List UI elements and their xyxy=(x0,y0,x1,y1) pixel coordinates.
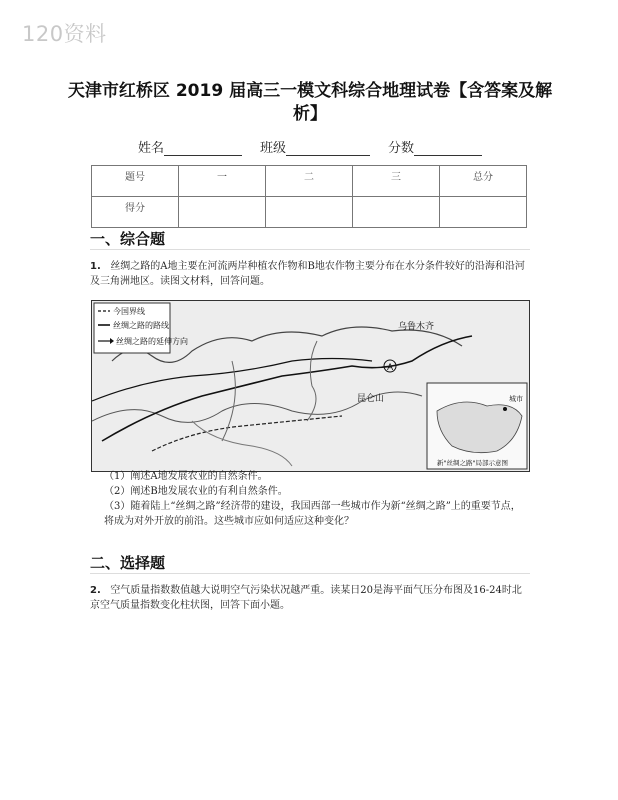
document-title: 天津市红桥区 2019 届高三一模文科综合地理试卷【含答案及解析】 xyxy=(67,81,553,124)
legend-item: 丝绸之路的路线 xyxy=(113,321,169,330)
name-field[interactable] xyxy=(164,141,242,156)
question-number: 2. xyxy=(90,585,101,596)
place-label-kunlun: 昆仑山 xyxy=(357,394,385,404)
section-heading: 一、综合题 xyxy=(90,230,166,248)
legend-item: 丝绸之路的延伸方向 xyxy=(116,337,188,346)
score-label: 分数 xyxy=(388,141,415,156)
class-field[interactable] xyxy=(286,141,370,156)
question-number: 1. xyxy=(90,261,101,272)
divider xyxy=(90,249,530,250)
score-table-score-row xyxy=(92,197,527,228)
header-cell: 一 xyxy=(179,166,266,197)
map-graphic xyxy=(92,301,529,471)
silk-road-map xyxy=(91,300,530,472)
row-label-cell: 得分 xyxy=(92,197,179,228)
class-label: 班级 xyxy=(259,141,286,156)
section-heading: 二、选择题 xyxy=(90,554,166,572)
score-cell[interactable] xyxy=(440,197,527,228)
header-cell: 总分 xyxy=(440,166,527,197)
score-cell[interactable] xyxy=(266,197,353,228)
question-text: 丝绸之路的A地主要在河流两岸种植农作物和B地农作物主要分布在水分条件较好的沿海和沿河及三角洲地区。读图文材料，回答问题。 xyxy=(90,261,525,287)
question-1 xyxy=(90,259,528,289)
divider xyxy=(90,573,530,574)
question-text: 空气质量指数数值越大说明空气污染状况越严重。读某日20是海平面气压分布图及16-24时北京空气质量指数变化柱状图，回答下面小题。 xyxy=(90,585,522,611)
sub-question-2: （2）阐述B地发展农业的有利自然条件。 xyxy=(104,486,288,497)
map-caption: 新"丝绸之路"局部示意图 xyxy=(437,459,508,467)
place-label-urumqi: 乌鲁木齐 xyxy=(398,322,435,332)
score-cell[interactable] xyxy=(353,197,440,228)
legend-item: 今国界线 xyxy=(113,307,145,316)
question-2 xyxy=(90,583,528,613)
sub-question-1: （1）阐述A地发展农业的自然条件。 xyxy=(104,471,268,482)
header-cell: 三 xyxy=(353,166,440,197)
score-table xyxy=(91,165,527,228)
inset-city-label: 城市 xyxy=(509,395,523,403)
student-info xyxy=(90,137,530,156)
score-table-header-row xyxy=(92,166,527,197)
sub-question-3: （3）随着陆上“丝绸之路”经济带的建设，我国西部一些城市作为新“丝绸之路”上的重要节点，将成为对外开放的前沿。这些城市应如何适应这种变化？ xyxy=(104,501,521,527)
watermark: 120资料 xyxy=(22,22,107,46)
region-a-label: A xyxy=(387,363,394,373)
header-cell: 题号 xyxy=(92,166,179,197)
score-field[interactable] xyxy=(414,141,482,156)
score-cell[interactable] xyxy=(179,197,266,228)
city-icon xyxy=(503,407,507,411)
header-cell: 二 xyxy=(266,166,353,197)
name-label: 姓名 xyxy=(137,141,164,156)
